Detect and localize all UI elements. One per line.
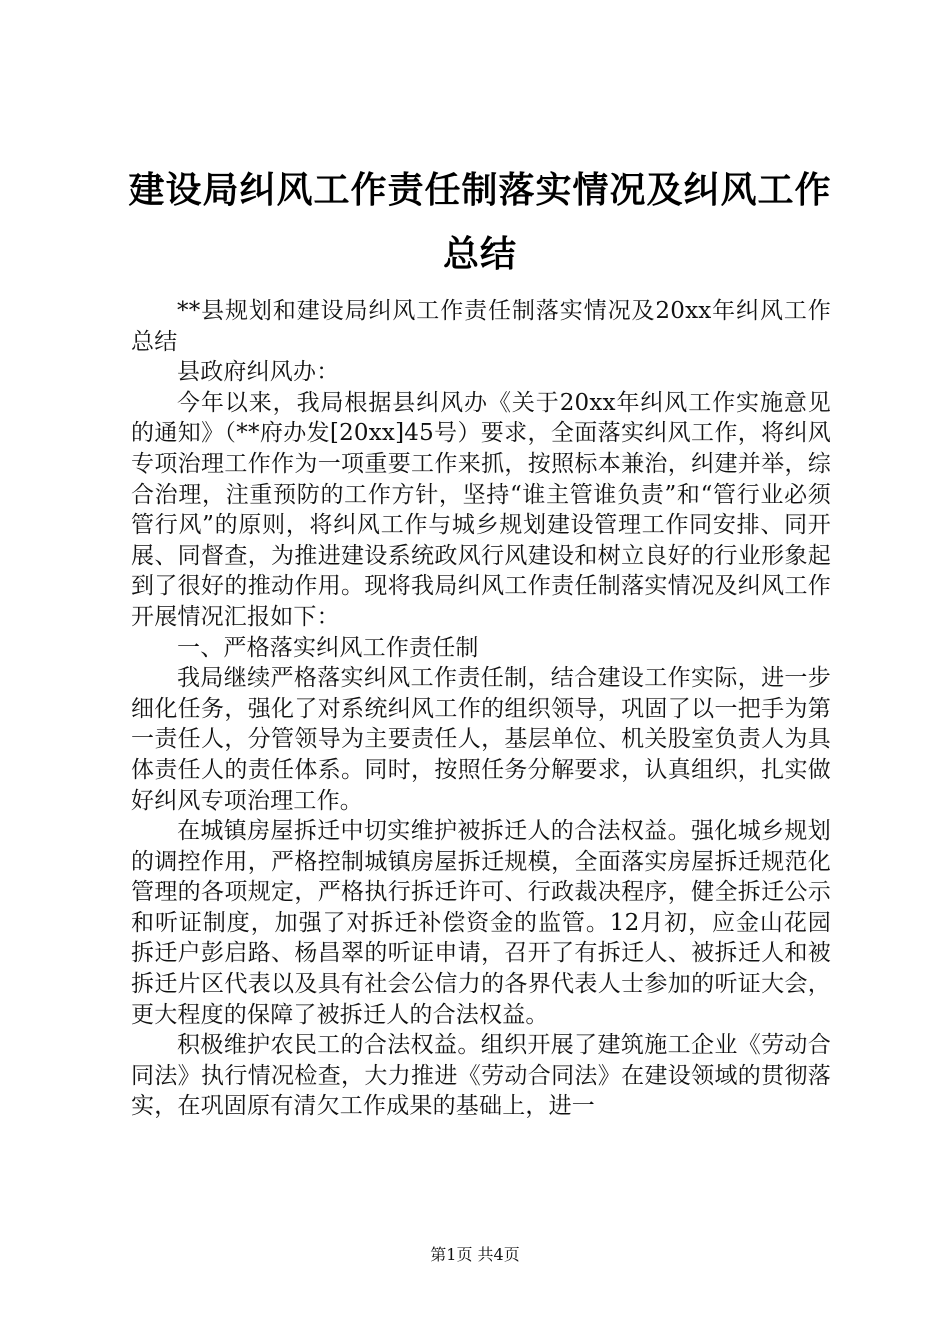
page-footer: 第1页 共4页 xyxy=(430,1245,520,1264)
document-body xyxy=(131,296,831,1122)
document-title: 建设局纠风工作责任制落实情况及纠风工作总结 xyxy=(128,169,832,275)
paragraph-addressee: 县政府纠风办： xyxy=(177,359,340,386)
paragraph-migrant-workers: 积极维护农民工的合法权益。组织开展了建筑施工企业《劳动合同法》执行情况检查，大力推进《劳动合同法》在建设领域的贯彻落实，在巩固原有清欠工作成果的基础上，进一 xyxy=(131,1032,831,1120)
paragraph-intro: 今年以来，我局根据县纠风办《关于20xx年纠风工作实施意见的通知》（**府办发[20xx]45号）要求，全面落实纠风工作，将纠风专项治理工作作为一项重要工作来抓，按照标本兼治，纠建并举，综合治理，注重预防的工作方针，坚持“谁主管谁负责”和“管行业必须管行风”的原则，将纠风工作与城乡规划建设管理工作同安排、同开展、同督查，为推进建设系统政风行风建设和树立良好的行业形象起到了很好的推动作用。现将我局纠风工作责任制落实情况及纠风工作开展情况汇报如下： xyxy=(131,389,831,630)
paragraph-subtitle: **县规划和建设局纠风工作责任制落实情况及20xx年纠风工作总结 xyxy=(131,298,831,355)
section-heading: 一、严格落实纠风工作责任制 xyxy=(177,634,479,661)
paragraph-responsibility: 我局继续严格落实纠风工作责任制，结合建设工作实际，进一步细化任务，强化了对系统纠风工作的组织领导，巩固了以一把手为第一责任人，分管领导为主要责任人，基层单位、机关股室负责人为具体责任人的责任体系。同时，按照任务分解要求，认真组织，扎实做好纠风专项治理工作。 xyxy=(131,665,831,814)
paragraph-demolition: 在城镇房屋拆迁中切实维护被拆迁人的合法权益。强化城乡规划的调控作用，严格控制城镇房屋拆迁规模，全面落实房屋拆迁规范化管理的各项规定，严格执行拆迁许可、行政裁决程序，健全拆迁公示和听证制度，加强了对拆迁补偿资金的监管。12月初，应金山花园拆迁户彭启路、杨昌翠的听证申请，召开了有拆迁人、被拆迁人和被拆迁片区代表以及具有社会公信力的各界代表人士参加的听证大会，更大程度的保障了被拆迁人的合法权益。 xyxy=(131,818,831,1028)
